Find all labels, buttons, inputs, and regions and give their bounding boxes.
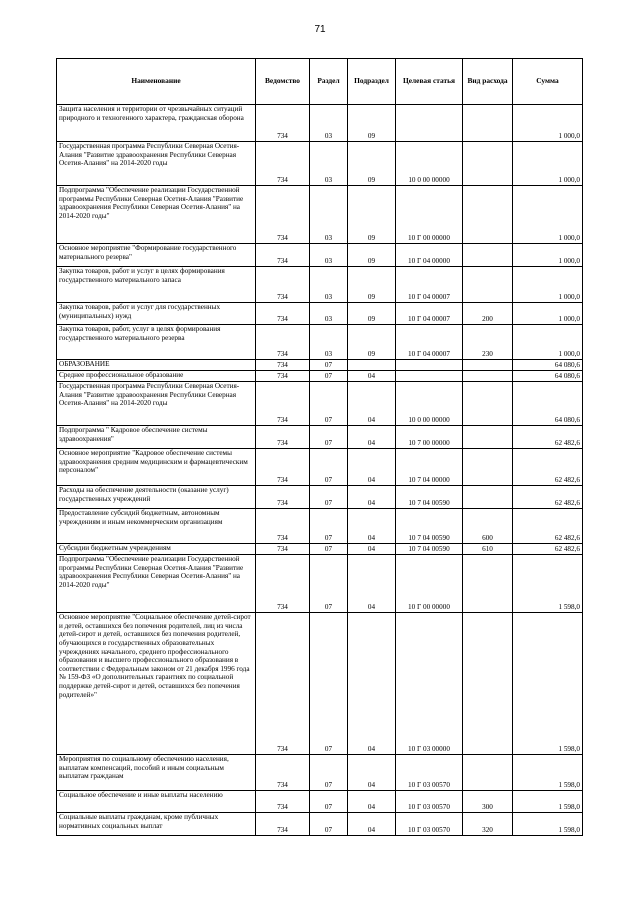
cell-razdel: 07 [310,360,348,371]
cell-vedomstvo: 734 [256,486,310,509]
cell-podrazdel: 04 [348,371,396,382]
cell-razdel: 07 [310,371,348,382]
cell-name: Закупка товаров, работ, услуг в целях формирования государственного материального резерва [57,325,256,360]
header-podrazdel: Подраздел [348,59,396,105]
cell-target: 10 0 00 00000 [396,142,463,186]
cell-vedomstvo: 734 [256,449,310,486]
cell-vid: 600 [463,509,513,544]
cell-vedomstvo: 734 [256,360,310,371]
cell-razdel: 07 [310,509,348,544]
cell-name: Расходы на обеспечение деятельности (оказание услуг) государственных учреждений [57,486,256,509]
cell-sum: 1 598,0 [513,755,583,791]
cell-razdel: 03 [310,186,348,244]
table-row [57,813,583,836]
cell-podrazdel: 04 [348,544,396,555]
cell-target: 10 Г 03 00000 [396,613,463,755]
cell-sum: 1 598,0 [513,555,583,613]
cell-sum: 62 482,6 [513,509,583,544]
cell-vedomstvo: 734 [256,142,310,186]
cell-sum: 1 598,0 [513,613,583,755]
cell-name: Государственная программа Республики Северная Осетия-Алания "Развитие здравоохранения Республики Северная Осетия-Алания" на 2014-2020 годы [57,142,256,186]
table-row [57,325,583,360]
table-row [57,303,583,325]
cell-razdel: 07 [310,426,348,449]
cell-vedomstvo: 734 [256,613,310,755]
cell-target: 10 Г 03 00570 [396,813,463,836]
cell-name: Социальное обеспечение и иные выплаты населению [57,791,256,813]
cell-target [396,360,463,371]
table-row [57,544,583,555]
cell-target: 10 7 00 00000 [396,426,463,449]
cell-target: 10 Г 03 00570 [396,755,463,791]
cell-razdel: 07 [310,613,348,755]
cell-podrazdel: 04 [348,426,396,449]
cell-target: 10 Г 04 00007 [396,325,463,360]
page-number: 71 [314,24,326,35]
cell-name: Государственная программа Республики Северная Осетия-Алания "Развитие здравоохранения Республики Северная Осетия-Алания" на 2014-2020 годы [57,382,256,426]
cell-vid [463,555,513,613]
cell-name: Среднее профессиональное образование [57,371,256,382]
header-name: Наименование [57,59,256,105]
table-row [57,426,583,449]
cell-sum: 1 598,0 [513,791,583,813]
cell-podrazdel: 09 [348,325,396,360]
cell-vid [463,244,513,267]
cell-vid [463,105,513,142]
cell-target: 10 7 04 00590 [396,509,463,544]
cell-razdel: 03 [310,244,348,267]
cell-vedomstvo: 734 [256,186,310,244]
cell-sum: 1 000,0 [513,186,583,244]
cell-target: 10 Г 04 00000 [396,244,463,267]
table-row [57,142,583,186]
cell-sum: 64 080,6 [513,371,583,382]
cell-sum: 62 482,6 [513,544,583,555]
cell-podrazdel: 04 [348,755,396,791]
table-row [57,613,583,755]
cell-podrazdel [348,360,396,371]
cell-podrazdel: 09 [348,244,396,267]
cell-podrazdel: 04 [348,613,396,755]
cell-target: 10 7 04 00590 [396,544,463,555]
cell-razdel: 03 [310,303,348,325]
table-row [57,105,583,142]
table-row [57,371,583,382]
cell-name: Подпрограмма "Обеспечение реализации Государственной программы Республики Северная Осетия-Алания "Развитие здравоохранения Республики Северная Осетия-Алания" на 2014-2020 годы" [57,555,256,613]
cell-podrazdel: 04 [348,382,396,426]
cell-podrazdel: 04 [348,509,396,544]
table-row [57,555,583,613]
cell-name: Мероприятия по социальному обеспечению населения, выплатам компенсаций, пособий и иным социальным выплатам гражданам [57,755,256,791]
cell-vedomstvo: 734 [256,813,310,836]
table-row [57,186,583,244]
cell-name: Субсидии бюджетным учреждениям [57,544,256,555]
cell-podrazdel: 04 [348,791,396,813]
cell-podrazdel: 09 [348,303,396,325]
table-row [57,244,583,267]
cell-sum: 62 482,6 [513,426,583,449]
cell-podrazdel: 09 [348,105,396,142]
cell-sum: 62 482,6 [513,449,583,486]
header-sum: Сумма [513,59,583,105]
cell-razdel: 03 [310,325,348,360]
cell-sum: 1 000,0 [513,303,583,325]
table-row [57,360,583,371]
cell-vid [463,186,513,244]
cell-vid: 230 [463,325,513,360]
cell-target: 10 Г 03 00570 [396,791,463,813]
cell-target: 10 0 00 00000 [396,382,463,426]
cell-podrazdel: 09 [348,186,396,244]
cell-vid [463,382,513,426]
cell-vedomstvo: 734 [256,371,310,382]
cell-target: 10 7 04 00000 [396,449,463,486]
table-row [57,267,583,303]
cell-vedomstvo: 734 [256,755,310,791]
cell-target: 10 Г 04 00007 [396,303,463,325]
table-header-row [57,59,583,105]
cell-razdel: 07 [310,382,348,426]
cell-vid: 610 [463,544,513,555]
cell-sum: 1 000,0 [513,105,583,142]
cell-sum: 1 000,0 [513,244,583,267]
cell-vedomstvo: 734 [256,544,310,555]
cell-vid [463,142,513,186]
cell-name: Защита населения и территории от чрезвычайных ситуаций природного и техногенного характера, гражданская оборона [57,105,256,142]
cell-target: 10 Г 00 00000 [396,555,463,613]
cell-name: Закупка товаров, работ и услуг для государственных (муниципальных) нужд [57,303,256,325]
cell-vid [463,613,513,755]
table-row [57,449,583,486]
cell-target [396,105,463,142]
cell-vedomstvo: 734 [256,303,310,325]
table-row [57,509,583,544]
cell-vedomstvo: 734 [256,426,310,449]
cell-name: Предоставление субсидий бюджетным, автономным учреждениям и иным некоммерческим организациям [57,509,256,544]
cell-sum: 1 000,0 [513,325,583,360]
cell-sum: 1 000,0 [513,267,583,303]
cell-podrazdel: 04 [348,449,396,486]
cell-vid [463,267,513,303]
cell-sum: 62 482,6 [513,486,583,509]
budget-table [56,58,583,836]
header-vid: Вид расхода [463,59,513,105]
cell-vid [463,486,513,509]
cell-name: Социальные выплаты гражданам, кроме публичных нормативных социальных выплат [57,813,256,836]
table-row [57,791,583,813]
cell-podrazdel: 04 [348,813,396,836]
cell-target [396,371,463,382]
cell-razdel: 07 [310,544,348,555]
cell-vid: 320 [463,813,513,836]
cell-target: 10 Г 04 00007 [396,267,463,303]
cell-podrazdel: 09 [348,142,396,186]
cell-podrazdel: 09 [348,267,396,303]
cell-sum: 64 080,6 [513,382,583,426]
cell-razdel: 07 [310,791,348,813]
cell-sum: 1 000,0 [513,142,583,186]
cell-vid: 200 [463,303,513,325]
cell-sum: 64 080,6 [513,360,583,371]
table-row [57,486,583,509]
cell-razdel: 07 [310,555,348,613]
cell-podrazdel: 04 [348,486,396,509]
cell-razdel: 07 [310,813,348,836]
cell-vid [463,426,513,449]
cell-vedomstvo: 734 [256,791,310,813]
cell-target: 10 7 04 00590 [396,486,463,509]
table-row [57,382,583,426]
cell-vedomstvo: 734 [256,509,310,544]
cell-vid [463,755,513,791]
cell-razdel: 07 [310,449,348,486]
cell-name: Основное мероприятие "Социальное обеспечение детей-сирот и детей, оставшихся без попечения родителей, лиц из числа детей-сирот и детей, оставшихся без попечения родителей, обучающихся в государственных образовательных учреждениях начального, среднего профессионального образования и высшего профессионального образования в соответствии с Федеральным законом от 21 декабря 1996 года № 159-ФЗ «О дополнительных гарантиях по социальной поддержке детей-сирот и детей, оставшихся без попечения родителей»" [57,613,256,755]
cell-name: Закупка товаров, работ и услуг в целях формирования государственного материального запаса [57,267,256,303]
header-razdel: Раздел [310,59,348,105]
cell-vedomstvo: 734 [256,555,310,613]
cell-name: Подпрограмма " Кадровое обеспечение системы здравоохранения" [57,426,256,449]
header-vedomstvo: Ведомство [256,59,310,105]
cell-target: 10 Г 00 00000 [396,186,463,244]
cell-vid [463,371,513,382]
cell-razdel: 07 [310,755,348,791]
cell-name: Основное мероприятие "Кадровое обеспечение системы здравоохранения средним медицинским и фармацевтическим персоналом" [57,449,256,486]
cell-vid [463,449,513,486]
cell-vedomstvo: 734 [256,267,310,303]
cell-name: Подпрограмма "Обеспечение реализации Государственной программы Республики Северная Осетия-Алания "Развитие здравоохранения Республики Северная Осетия-Алания" на 2014-2020 годы" [57,186,256,244]
cell-vedomstvo: 734 [256,382,310,426]
cell-vedomstvo: 734 [256,105,310,142]
cell-razdel: 07 [310,486,348,509]
cell-podrazdel: 04 [348,555,396,613]
cell-razdel: 03 [310,267,348,303]
cell-name: Основное мероприятие "Формирование государственного материального резерва" [57,244,256,267]
cell-vedomstvo: 734 [256,244,310,267]
cell-razdel: 03 [310,142,348,186]
cell-name: ОБРАЗОВАНИЕ [57,360,256,371]
header-target: Целевая статья [396,59,463,105]
cell-vid: 300 [463,791,513,813]
table-row [57,755,583,791]
cell-vid [463,360,513,371]
cell-sum: 1 598,0 [513,813,583,836]
cell-vedomstvo: 734 [256,325,310,360]
cell-razdel: 03 [310,105,348,142]
